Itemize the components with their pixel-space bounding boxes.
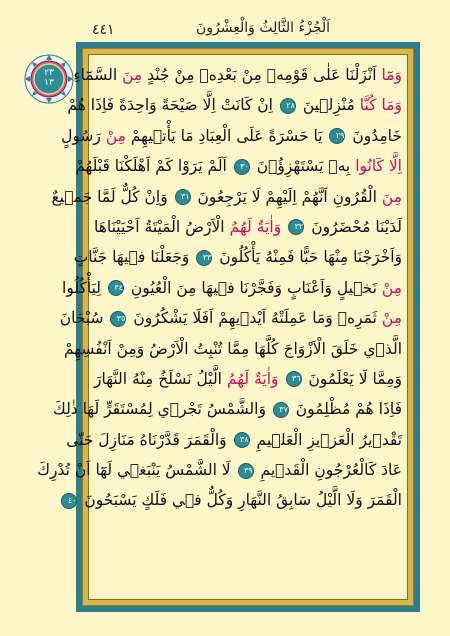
text-line: الْقَمَرَ وَلَا الَّيْلُ سَابِقُ النَّهَارِ وَكُلٌّ ف۪ي فَلَكٍ يَسْبَحُونَ ٤٠ bbox=[94, 485, 402, 515]
text-line: وَمِمَّا لَا يَعْلَمُونَ ٣٦ وَاٰيَةٌ لَهُمُ الَّيْلُ نَسْلَخُ مِنْهُ النَّهَارَ bbox=[94, 369, 402, 388]
ayah-marker: ٣٦ bbox=[286, 371, 302, 387]
ayah-marker: ٣٥ bbox=[110, 311, 126, 327]
ayah-marker: ٣٢ bbox=[288, 219, 304, 235]
text-line: مِنَ الْقُرُونِ اَنَّهُمْ اِلَيْهِمْ لَا يَرْجِعُونَ ٣١ وَاِنْ كُلٌّ لَمَّا جَم۪يعٌ bbox=[51, 187, 402, 206]
ayah-marker: ٣٨ bbox=[234, 432, 250, 448]
ayah-marker: ٣٤ bbox=[108, 280, 124, 296]
text-line: وَمَٓا اَنْزَلْنَا عَلٰى قَوْمِه۪ مِنْ بَعْدِه۪ مِنْ جُنْدٍ مِنَ السَّمَٓاءِ bbox=[73, 66, 402, 84]
text-line: وَاَخْرَجْنَا مِنْهَا حَبًّا فَمِنْهُ يَأْكُلُونَ ٣٣ وَجَعَلْنَا ف۪يهَا جَنَّاتٍ bbox=[73, 248, 402, 267]
hizb-line2: ١٣ bbox=[44, 78, 54, 88]
ayah-marker: ٢٩ bbox=[329, 128, 345, 144]
text-line: اِلَّا كَانُوا بِه۪ يَسْتَهْزِؤُ۫نَ ٣٠ اَلَمْ يَرَوْا كَمْ اَهْلَكْنَا قَبْلَهُمْ bbox=[75, 157, 402, 176]
ayah-marker: ٣٩ bbox=[238, 463, 254, 479]
text-line: فَاِذَا هُمْ مُظْلِمُونَ ٣٧ وَالشَّمْسُ تَجْر۪ي لِمُسْتَقَرٍّ لَهَا ذٰلِكَ bbox=[53, 400, 402, 419]
text-line: عَادَ كَالْعُرْجُونِ الْقَد۪يمِ ٣٩ لَا الشَّمْسُ يَنْبَغ۪ي لَهَٓا اَنْ تُدْرِكَ bbox=[37, 461, 402, 480]
ayah-marker: ٣٧ bbox=[273, 402, 289, 418]
hizb-line1: ٢٣ bbox=[44, 68, 54, 78]
hizb-label bbox=[24, 68, 74, 88]
juz-title: اَلْجُزْءُ الثَّالِثُ وَالْعِشْرُونَ bbox=[196, 20, 330, 36]
ayah-marker: ٣٠ bbox=[234, 159, 250, 175]
ayah-marker: ٤٠ bbox=[61, 493, 77, 509]
text-line: تَقْد۪يرُ الْعَز۪يزِ الْعَل۪يمِ ٣٨ وَالْقَمَرَ قَدَّرْنَاهُ مَنَازِلَ حَتّٰى bbox=[66, 430, 402, 449]
text-line: خَامِدُونَ ٢٩ يَا حَسْرَةً عَلَى الْعِبَادِ مَا يَأْت۪يهِمْ مِنْ رَسُولٍ bbox=[61, 126, 402, 145]
ayah-marker: ٣١ bbox=[175, 189, 191, 205]
ayah-marker: ٢٨ bbox=[280, 98, 296, 114]
page-number: ٤٤١ bbox=[92, 22, 115, 38]
text-line: وَمَا كُنَّا مُنْزِل۪ينَ ٢٨ اِنْ كَانَتْ اِلَّا صَيْحَةً وَاحِدَةً فَاِذَا هُمْ bbox=[67, 96, 402, 115]
text-line: الَّذ۪ي خَلَقَ الْاَزْوَاجَ كُلَّهَا مِمَّا تُنْبِتُ الْاَرْضُ وَمِنْ اَنْفُسِهِمْ bbox=[63, 339, 402, 358]
text-line: مِنْ ثَمَرِه۪ وَمَا عَمِلَتْهُ اَيْد۪يهِمْ اَفَلَا يَشْكُرُونَ ٣٥ سُبْحَانَ bbox=[59, 309, 402, 328]
text-line: لَدَيْنَا مُحْضَرُونَ ٣٢ وَاٰيَةٌ لَهُمُ الْاَرْضُ الْمَيْتَةُ اَحْيَيْنَاهَا bbox=[94, 217, 402, 236]
ayah-marker: ٣٣ bbox=[196, 250, 212, 266]
text-line: مِنْ نَخ۪يلٍ وَاَعْنَابٍ وَفَجَّرْنَا ف۪يهَا مِنَ الْعُيُونِ ٣٤ لِيَأْكُلُوا bbox=[62, 278, 402, 297]
